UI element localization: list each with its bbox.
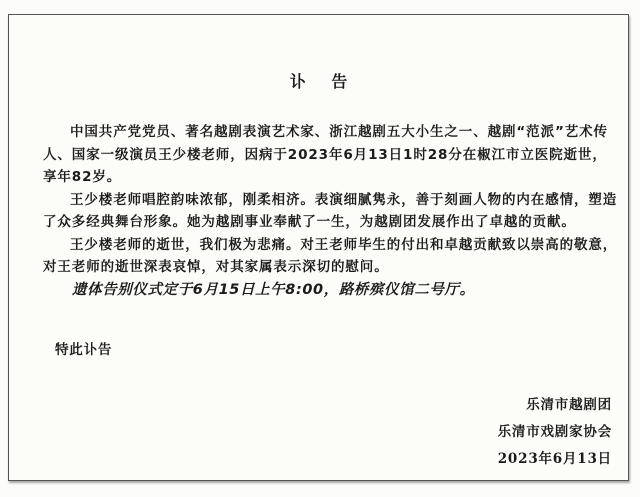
closing-phrase: 特此讣告: [55, 342, 113, 358]
notice-body: [43, 121, 619, 301]
paragraph-artistry: 王少楼老师唱腔韵味浓郁，刚柔相济。表演细腻隽永，善于刻画人物的内在感情，塑造了众多经典舞台形象。她为越剧事业奉献了一生，为越剧团发展作出了卓越的贡献。: [43, 191, 618, 230]
ceremony-announcement: 遗体告别仪式定于6月15日上午8:00，路桥殡仪馆二号厅。: [72, 281, 475, 298]
notice-date: 2023年6月13日: [497, 451, 612, 467]
paragraph-condolence: 王少楼老师的逝世，我们极为悲痛。对王老师毕生的付出和卓越贡献致以崇高的敬意，对王老师的逝世深表哀悼，对其家属表示深切的慰问。: [43, 236, 618, 275]
obituary-notice: [8, 14, 629, 481]
signatory-troupe: 乐清市越剧团: [526, 397, 612, 413]
paragraph-biography: 中国共产党党员、著名越剧表演艺术家、浙江越剧五大小生之一、越剧“范派”艺术传人、国家一级演员王少楼老师，因病于2023年6月13日1时28分在椒江市立医院逝世，享年82岁。: [43, 124, 608, 185]
signature-block: [498, 392, 612, 473]
signatory-association: 乐清市戏剧家协会: [497, 424, 612, 440]
notice-title: 讣 告: [289, 72, 358, 91]
